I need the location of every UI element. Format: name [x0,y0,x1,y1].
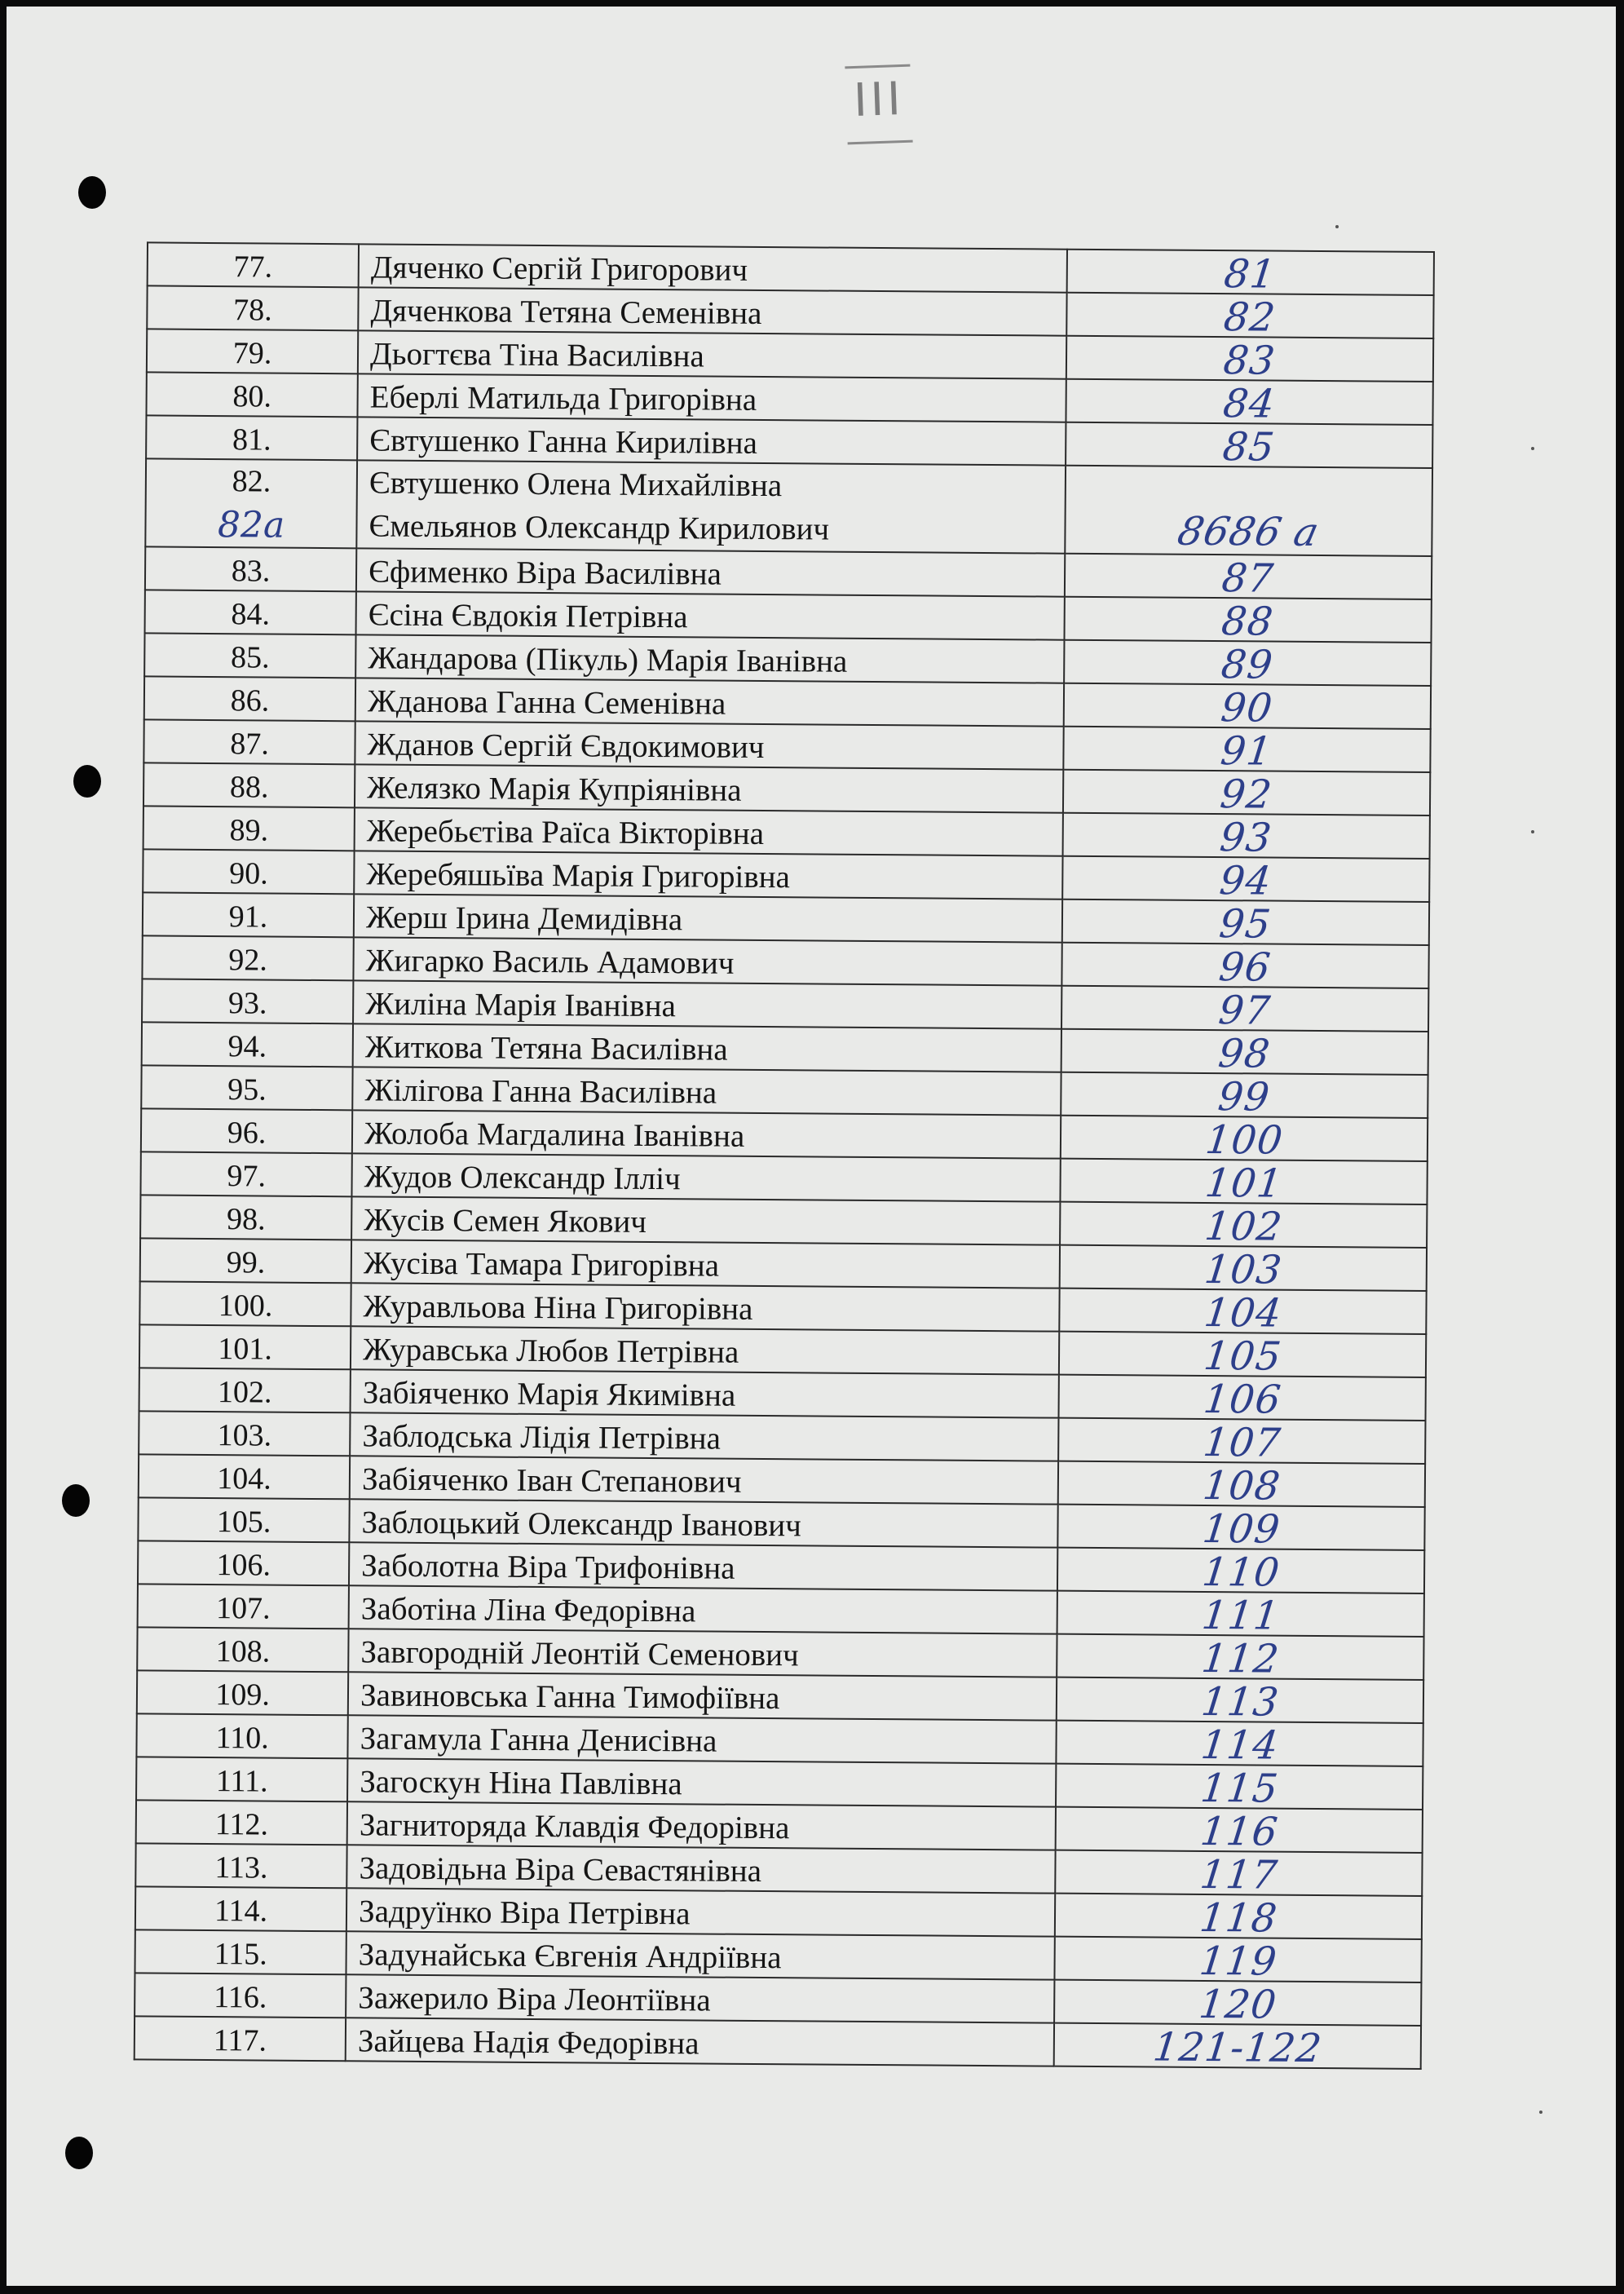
row-number: 94. [142,1022,353,1067]
sheet-number [1055,1894,1423,1942]
person-name: Загоскун Ніна Павлівна [347,1758,1056,1806]
sheet-number [1063,770,1431,818]
sheet-number [1059,1332,1427,1380]
person-name: Еберлі Матильда Григорівна [358,373,1066,422]
row-number: 114. [135,1886,346,1931]
person-name: Завгородній Леонтій Семенович [348,1629,1057,1677]
row-number: 96. [141,1108,352,1153]
person-name: Жданов Сергій Євдокимович [355,721,1063,769]
person-name: Задруїнко Віра Петрівна [346,1888,1055,1936]
sheet-number [1061,1029,1428,1075]
handwritten-number: 85 [1220,424,1278,471]
sheet-number [1064,640,1432,686]
person-name: Жолоба Магдалина Іванівна [352,1110,1061,1158]
sheet-number-line [1225,509,1324,555]
handwritten-number: 100 [1203,1117,1286,1164]
sheet-number [1058,1418,1426,1464]
handwritten-number: 103 [1202,1246,1285,1293]
row-number: 78. [147,285,358,330]
row-number: 99. [140,1238,351,1283]
row-number: 80. [146,372,357,417]
handwritten-number: 91 [1218,728,1276,775]
person-name: Журавська Любов Петрівна [351,1326,1059,1374]
sheet-number [1066,293,1434,341]
row-number: 86. [144,676,355,721]
sheet-number [1054,1980,1422,2026]
row-number: 117. [135,2016,346,2061]
handwritten-number: 83 [1221,338,1278,384]
sheet-number [1057,1461,1425,1507]
sheet-number [1065,554,1432,602]
handwritten-number: 84 [1220,381,1278,427]
handwritten-number: 86 [1173,508,1235,555]
row-number-handwritten: 82а [217,504,285,546]
row-number: 107. [138,1584,349,1629]
handwritten-number: 108 [1200,1462,1283,1509]
row-number: 85. [144,633,355,678]
handwritten-number: 89 [1219,642,1276,688]
person-name: Зайцева Надія Федорівна [346,2018,1054,2066]
person-name: Загамула Ганна Денисівна [348,1715,1057,1763]
sheet-number [1063,683,1431,732]
sheet-number [1066,422,1433,471]
names-table [134,241,1435,2070]
person-name: Загниторяда Клавдія Федорівна [347,1801,1056,1850]
person-name-line: Євтушенко Олена Михайлівна [368,465,783,504]
sheet-number [1061,1116,1428,1164]
handwritten-number: 107 [1200,1419,1283,1466]
sheet-number [1066,250,1434,298]
sheet-number [1066,379,1433,425]
row-number: 95. [141,1065,352,1110]
handwritten-number: 97 [1216,988,1273,1034]
person-name [356,460,1065,553]
row-number: 91. [143,892,354,937]
person-name: Забіяченко Іван Степанович [350,1456,1058,1504]
handwritten-number: 101 [1203,1160,1285,1207]
handwritten-number: 112 [1198,1635,1282,1682]
row-number: 110. [136,1713,347,1758]
row-number: 112. [136,1800,347,1845]
person-name: Желязко Марія Купріянівна [355,764,1063,812]
person-name: Житкова Тетяна Василівна [353,1023,1061,1072]
handwritten-number: 117 [1197,1851,1280,1898]
sheet-number [1059,1245,1427,1291]
person-name: Жиліна Марія Іванівна [353,980,1061,1028]
person-name: Жеребьєтіва Раїса Вікторівна [355,807,1063,855]
handwritten-number: 114 [1198,1722,1281,1769]
row-number: 109. [137,1670,348,1715]
handwritten-number: 106 [1201,1376,1283,1423]
handwritten-number: 86 а [1225,509,1324,555]
person-name: Задовідьна Віра Севастянівна [346,1845,1055,1893]
person-name: Дяченко Сергій Григорович [359,244,1067,292]
sheet-number [1056,1721,1423,1769]
person-name: Дьогтєва Тіна Василівна [358,330,1066,378]
sheet-number [1054,1937,1422,1985]
handwritten-number: 92 [1218,771,1275,818]
sheet-number [1057,1548,1425,1596]
person-name: Жданова Ганна Семенівна [355,678,1064,726]
person-name: Заблодська Лідія Петрівна [350,1412,1058,1461]
sheet-number [1057,1634,1424,1680]
sheet-number [1061,943,1429,991]
handwritten-number: 88 [1219,599,1277,645]
handwritten-number: 116 [1198,1808,1281,1855]
row-number: 104. [139,1454,350,1499]
row-number: 88. [143,762,355,807]
handwritten-number: 115 [1198,1765,1281,1812]
handwritten-number: 81 [1221,251,1279,298]
row-number: 111. [136,1757,347,1801]
handwritten-number: 90 [1219,685,1276,732]
row-number [145,458,357,548]
person-name-line: Ємельянов Олександр Кирилович [368,508,830,547]
table-row [145,458,1432,556]
person-name: Заблоцький Олександр Іванович [349,1499,1057,1547]
row-number: 108. [137,1627,348,1672]
archive-page-mark: III [845,64,912,145]
handwritten-number: 110 [1199,1549,1282,1596]
row-number: 83. [145,546,356,591]
handwritten-number: 111 [1199,1592,1282,1639]
sheet-number [1065,466,1432,556]
sheet-number [1061,986,1429,1032]
sheet-number [1058,1375,1426,1421]
person-name: Євтушенко Ганна Кирилівна [357,417,1066,465]
person-name: Жандарова (Пікуль) Марія Іванівна [355,634,1064,683]
person-name: Жеребяшьїва Марія Григорівна [354,851,1062,899]
sheet-number [1060,1202,1428,1248]
row-number: 106. [138,1540,349,1585]
sheet-number [1064,597,1432,643]
person-name: Жигарко Василь Адамович [354,937,1062,985]
sheet-number [1056,1764,1423,1810]
row-number: 81. [146,415,357,460]
handwritten-number: 102 [1202,1204,1285,1250]
sheet-number [1059,1288,1427,1337]
sheet-number [1062,813,1430,859]
row-number: 90. [143,849,354,894]
handwritten-number: 109 [1199,1505,1282,1553]
sheet-number [1062,856,1430,902]
row-number: 101. [139,1324,351,1369]
row-number: 116. [135,1973,346,2018]
person-name: Єфименко Віра Василівна [356,548,1065,596]
row-number: 87. [143,719,355,764]
sheet-number [1056,1677,1423,1726]
person-name: Журавльова Ніна Григорівна [351,1283,1059,1331]
document-page [7,7,1616,2286]
row-number: 100. [139,1281,351,1326]
sheet-number [1055,1850,1423,1896]
row-number: 102. [139,1368,351,1412]
person-name: Жілігова Ганна Василівна [352,1067,1061,1115]
person-name: Забіяченко Марія Якимівна [351,1369,1059,1417]
person-name: Жерш Ірина Демидівна [354,894,1062,942]
sheet-number [1061,1072,1428,1118]
handwritten-number: 118 [1197,1894,1280,1942]
person-name: Дяченкова Тетяна Семенівна [358,287,1066,335]
handwritten-number: 105 [1201,1333,1284,1380]
person-name: Зажерило Віра Леонтіївна [346,1974,1054,2022]
person-name: Єсіна Євдокія Петрівна [356,591,1065,639]
sheet-number [1060,1159,1428,1207]
handwritten-number: 104 [1201,1289,1284,1337]
row-number: 105. [138,1497,349,1542]
handwritten-number: 98 [1216,1031,1273,1077]
person-name: Жудов Олександр Ілліч [352,1153,1061,1201]
row-number: 89. [143,806,355,851]
sheet-number [1066,336,1434,382]
handwritten-number: 82 [1221,294,1278,341]
handwritten-number: 96 [1216,944,1274,991]
person-name: Заботіна Ліна Федорівна [349,1585,1057,1633]
handwritten-number: 95 [1217,901,1274,948]
person-name: Заболотна Віра Трифонівна [349,1542,1057,1590]
row-number: 77. [148,242,359,287]
row-number: 97. [140,1151,351,1196]
handwritten-number: 121-122 [1150,2024,1325,2072]
sheet-number [1061,899,1429,948]
handwritten-number: 93 [1217,815,1275,861]
handwritten-number: 87 [1220,555,1277,602]
row-number: 92. [142,935,353,980]
sheet-number [1055,1807,1423,1853]
person-name: Завиновська Ганна Тимофіївна [348,1672,1057,1720]
sheet-number [1057,1591,1424,1637]
sheet-number [1057,1505,1425,1553]
row-number: 79. [147,329,358,373]
person-name: Жусів Семен Якович [351,1196,1060,1244]
sheet-number [1063,727,1431,775]
handwritten-number: 119 [1197,1938,1279,1985]
handwritten-number: 94 [1217,858,1274,904]
handwritten-number: 120 [1196,1981,1279,2028]
row-number: 103. [139,1411,350,1456]
sheet-number-line [1173,508,1235,555]
person-name: Жусіва Тамара Григорівна [351,1240,1060,1288]
row-number: 98. [140,1195,351,1240]
row-number: 84. [145,590,356,634]
row-number-line: 82. [232,464,271,499]
row-number: 113. [135,1843,346,1888]
row-number: 93. [142,979,353,1023]
row-number: 115. [135,1929,346,1974]
person-name: Задунайська Євгенія Андріївна [346,1931,1055,1979]
sheet-number [1053,2023,1421,2072]
handwritten-number: 99 [1216,1074,1273,1120]
handwritten-number: 113 [1198,1678,1282,1726]
